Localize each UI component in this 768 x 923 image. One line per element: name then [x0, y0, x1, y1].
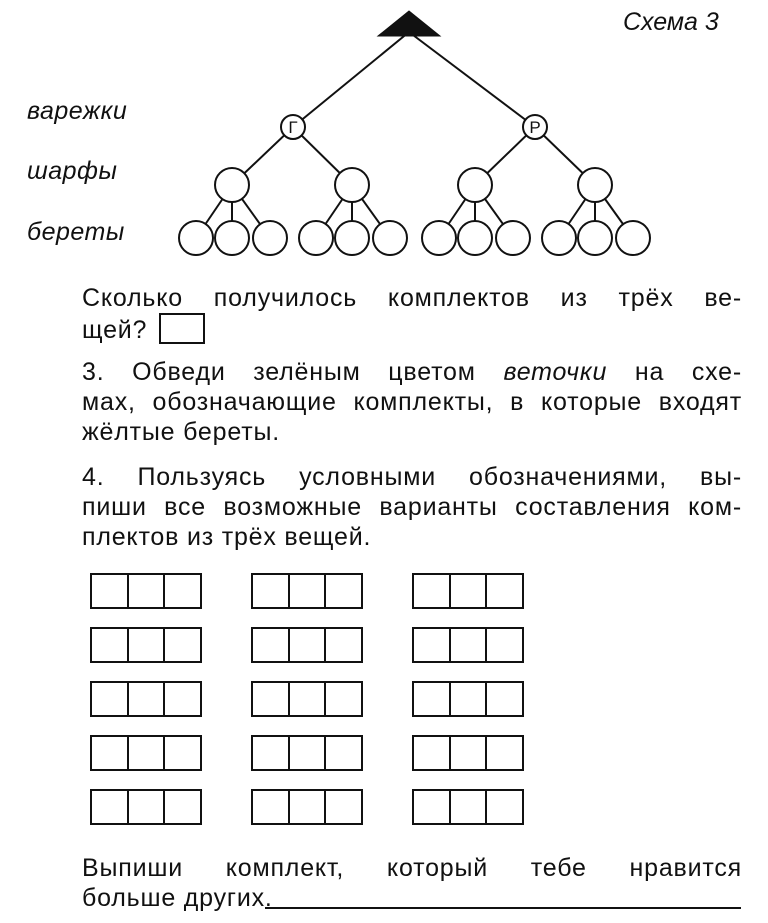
set-box[interactable] [251, 735, 363, 771]
task-3 [82, 357, 742, 447]
row-label-scarves: шарфы [27, 157, 118, 185]
question-count [82, 283, 742, 345]
task4-line-3: плектов из трёх вещей. [82, 523, 372, 551]
set-box[interactable] [412, 681, 524, 717]
set-box[interactable] [90, 681, 202, 717]
scheme-label: Схема 3 [623, 8, 719, 36]
task3-line1-pre: 3. Обведи зелёным цветом [82, 358, 476, 386]
final-task [82, 853, 742, 913]
node-beret [299, 221, 333, 255]
set-box[interactable] [90, 735, 202, 771]
set-box[interactable] [90, 573, 202, 609]
node-beret [542, 221, 576, 255]
node-beret [335, 221, 369, 255]
task4-line-2: пиши все возможные варианты составления ком- [82, 493, 742, 521]
node-beret [616, 221, 650, 255]
node-beret [215, 221, 249, 255]
answer-box[interactable] [159, 313, 205, 344]
question-line-1: Сколько получилось комплектов из трёх ве- [82, 284, 742, 312]
task4-line-1: 4. Пользуясь условными обозначениями, вы- [82, 463, 742, 491]
final-line-1: Выпиши комплект, который тебе нравится [82, 854, 742, 882]
set-box[interactable] [251, 627, 363, 663]
set-box[interactable] [251, 573, 363, 609]
node-beret [496, 221, 530, 255]
row-label-berets: береты [27, 218, 125, 246]
task-4 [82, 462, 742, 552]
node-scarf [578, 168, 612, 202]
node-scarf [335, 168, 369, 202]
row-label-mittens: варежки [27, 97, 128, 125]
answer-line[interactable] [265, 907, 741, 909]
set-box[interactable] [90, 789, 202, 825]
set-box[interactable] [412, 789, 524, 825]
task3-emphasis: веточки [503, 358, 608, 386]
node-scarf [215, 168, 249, 202]
node-beret [373, 221, 407, 255]
final-line-2: больше других. [82, 884, 273, 912]
set-box[interactable] [412, 627, 524, 663]
task3-line-3: жёлтые береты. [82, 418, 280, 446]
question-line-2: щей? [82, 316, 148, 344]
node-label-left: Г [288, 118, 298, 137]
root-triangle [378, 11, 440, 36]
node-scarf [458, 168, 492, 202]
set-box[interactable] [412, 573, 524, 609]
set-box[interactable] [251, 789, 363, 825]
task3-line-2: мах, обозначающие комплекты, в которые входят [82, 388, 742, 416]
node-beret [422, 221, 456, 255]
node-beret [253, 221, 287, 255]
node-beret [578, 221, 612, 255]
node-beret [179, 221, 213, 255]
set-box[interactable] [251, 681, 363, 717]
set-box[interactable] [90, 627, 202, 663]
node-beret [458, 221, 492, 255]
tree-branches [196, 32, 633, 238]
set-box[interactable] [412, 735, 524, 771]
task3-line1-post: на схе- [634, 358, 743, 386]
node-label-right: Р [529, 118, 541, 137]
